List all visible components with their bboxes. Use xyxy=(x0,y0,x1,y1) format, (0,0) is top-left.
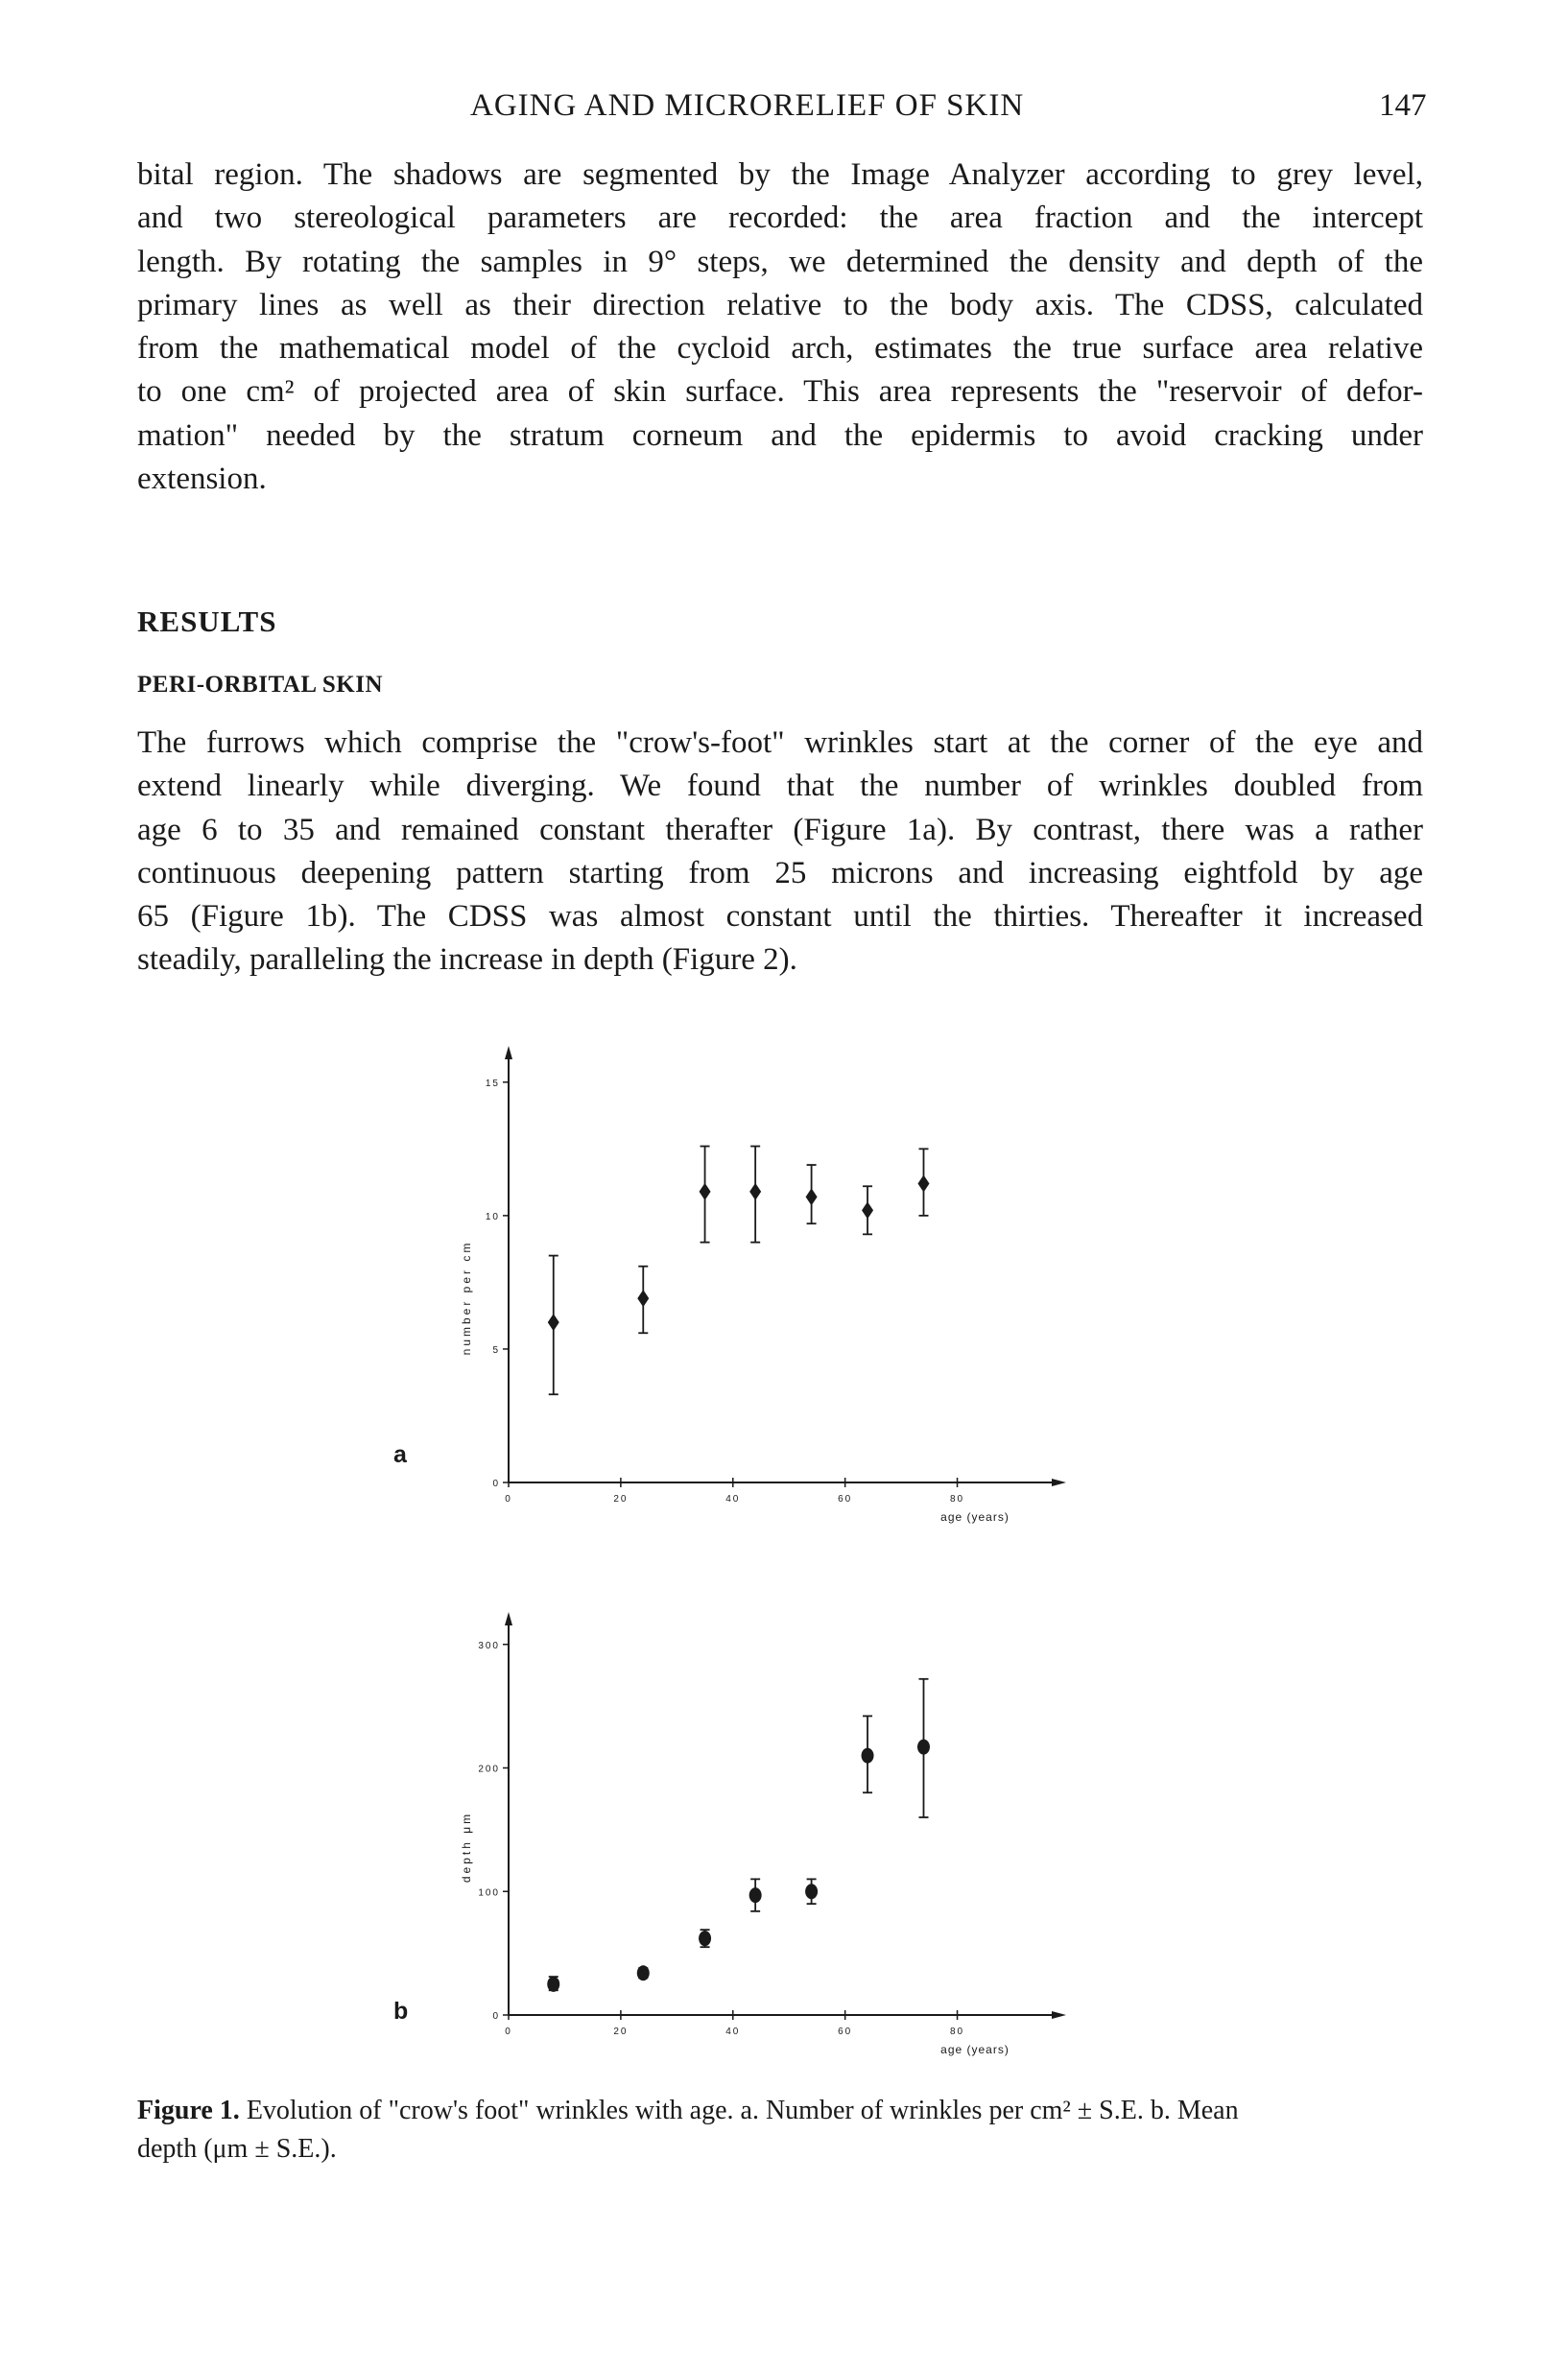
x-axis-label: age (years) xyxy=(940,1510,1010,1524)
y-axis-arrow xyxy=(505,1612,512,1625)
y-tick-label: 200 xyxy=(478,1764,500,1775)
y-tick-label: 100 xyxy=(478,1887,500,1899)
caption-line xyxy=(137,2092,1423,2130)
text-line: steadily, paralleling the increase in depth (Figure 2). xyxy=(137,942,797,978)
data-point xyxy=(862,1201,873,1219)
caption-text: Evolution of "crow's foot" wrinkles with age. a. Number of wrinkles per cm² ± S.E. b. Mean xyxy=(246,2096,1239,2125)
x-tick-label: 60 xyxy=(838,1494,853,1505)
caption-line: depth (μm ± S.E.). xyxy=(137,2134,337,2164)
data-point xyxy=(917,1175,929,1193)
x-tick-label: 20 xyxy=(613,1494,629,1505)
text-line: continuous deepening pattern starting from 25 microns and increasing eightfold by age xyxy=(137,855,1423,890)
y-tick-label: 5 xyxy=(492,1344,500,1356)
x-tick-label: 20 xyxy=(613,2027,629,2037)
y-tick-label: 300 xyxy=(478,1640,500,1651)
chart-wrinkle-depth xyxy=(422,1593,1094,2082)
x-tick-label: 40 xyxy=(725,1494,741,1505)
caption-label: Figure 1. xyxy=(137,2096,240,2125)
text-line: from the mathematical model of the cycloid arch, estimates the true surface area relative xyxy=(137,331,1423,367)
data-point xyxy=(637,1965,650,1980)
text-line: extension. xyxy=(137,462,267,497)
y-axis-arrow xyxy=(505,1046,512,1059)
section-subheading: PERI-ORBITAL SKIN xyxy=(137,672,384,698)
x-tick-label: 80 xyxy=(949,2027,965,2037)
x-tick-label: 40 xyxy=(725,2027,741,2037)
x-tick-label: 80 xyxy=(949,1494,965,1505)
running-head: AGING AND MICRORELIEF OF SKIN xyxy=(470,88,1025,123)
text-line: 65 (Figure 1b). The CDSS was almost constant until the thirties. Thereafter it increased xyxy=(137,899,1423,935)
section-heading: RESULTS xyxy=(137,605,277,638)
x-axis-arrow xyxy=(1052,2011,1066,2019)
page-number: 147 xyxy=(1379,88,1427,123)
y-tick-label: 0 xyxy=(492,2011,500,2022)
x-tick-label: 60 xyxy=(838,2027,853,2037)
data-point xyxy=(548,1314,559,1331)
data-point xyxy=(862,1748,874,1764)
text-line: mation" needed by the stratum corneum and the epidermis to avoid cracking under xyxy=(137,417,1423,453)
data-point xyxy=(547,1977,559,1992)
text-line: primary lines as well as their direction relative to the body axis. The CDSS, calculated xyxy=(137,287,1423,322)
y-tick-label: 0 xyxy=(492,1479,500,1489)
text-line: bital region. The shadows are segmented by the Image Analyzer according to grey level, xyxy=(137,157,1423,192)
data-point xyxy=(700,1183,711,1200)
intro-paragraph xyxy=(137,154,1423,501)
results-paragraph xyxy=(137,722,1423,983)
x-axis-arrow xyxy=(1052,1479,1066,1486)
panel-label-a: a xyxy=(393,1441,407,1468)
data-point xyxy=(805,1884,818,1899)
data-point xyxy=(749,1183,761,1200)
text-line: and two stereological parameters are recorded: the area fraction and the intercept xyxy=(137,201,1423,236)
x-tick-label: 0 xyxy=(505,2027,512,2037)
text-line: length. By rotating the samples in 9° steps, we determined the density and depth of the xyxy=(137,244,1423,279)
data-point xyxy=(749,1887,762,1903)
y-tick-label: 10 xyxy=(485,1211,500,1222)
text-line: extend linearly while diverging. We found that the number of wrinkles doubled from xyxy=(137,769,1423,804)
data-point xyxy=(806,1188,818,1205)
text-line: age 6 to 35 and remained constant therafter (Figure 1a). By contrast, there was a rather xyxy=(137,812,1423,847)
panel-label-b: b xyxy=(393,1998,409,2025)
data-point xyxy=(637,1290,649,1307)
y-tick-label: 15 xyxy=(485,1078,500,1089)
x-tick-label: 0 xyxy=(505,1494,512,1505)
chart-number-of-wrinkles xyxy=(422,1036,1094,1535)
text-line: to one cm² of projected area of skin surface. This area represents the "reservoir of defor- xyxy=(137,374,1423,410)
y-axis-label: depth μm xyxy=(460,1811,473,1884)
x-axis-label: age (years) xyxy=(940,2043,1010,2056)
text-line: The furrows which comprise the "crow's-foot" wrinkles start at the corner of the eye and xyxy=(137,725,1423,760)
data-point xyxy=(917,1740,930,1755)
y-axis-label: number per cm xyxy=(460,1240,473,1356)
data-point xyxy=(699,1931,711,1946)
figure-caption xyxy=(137,2092,1423,2169)
